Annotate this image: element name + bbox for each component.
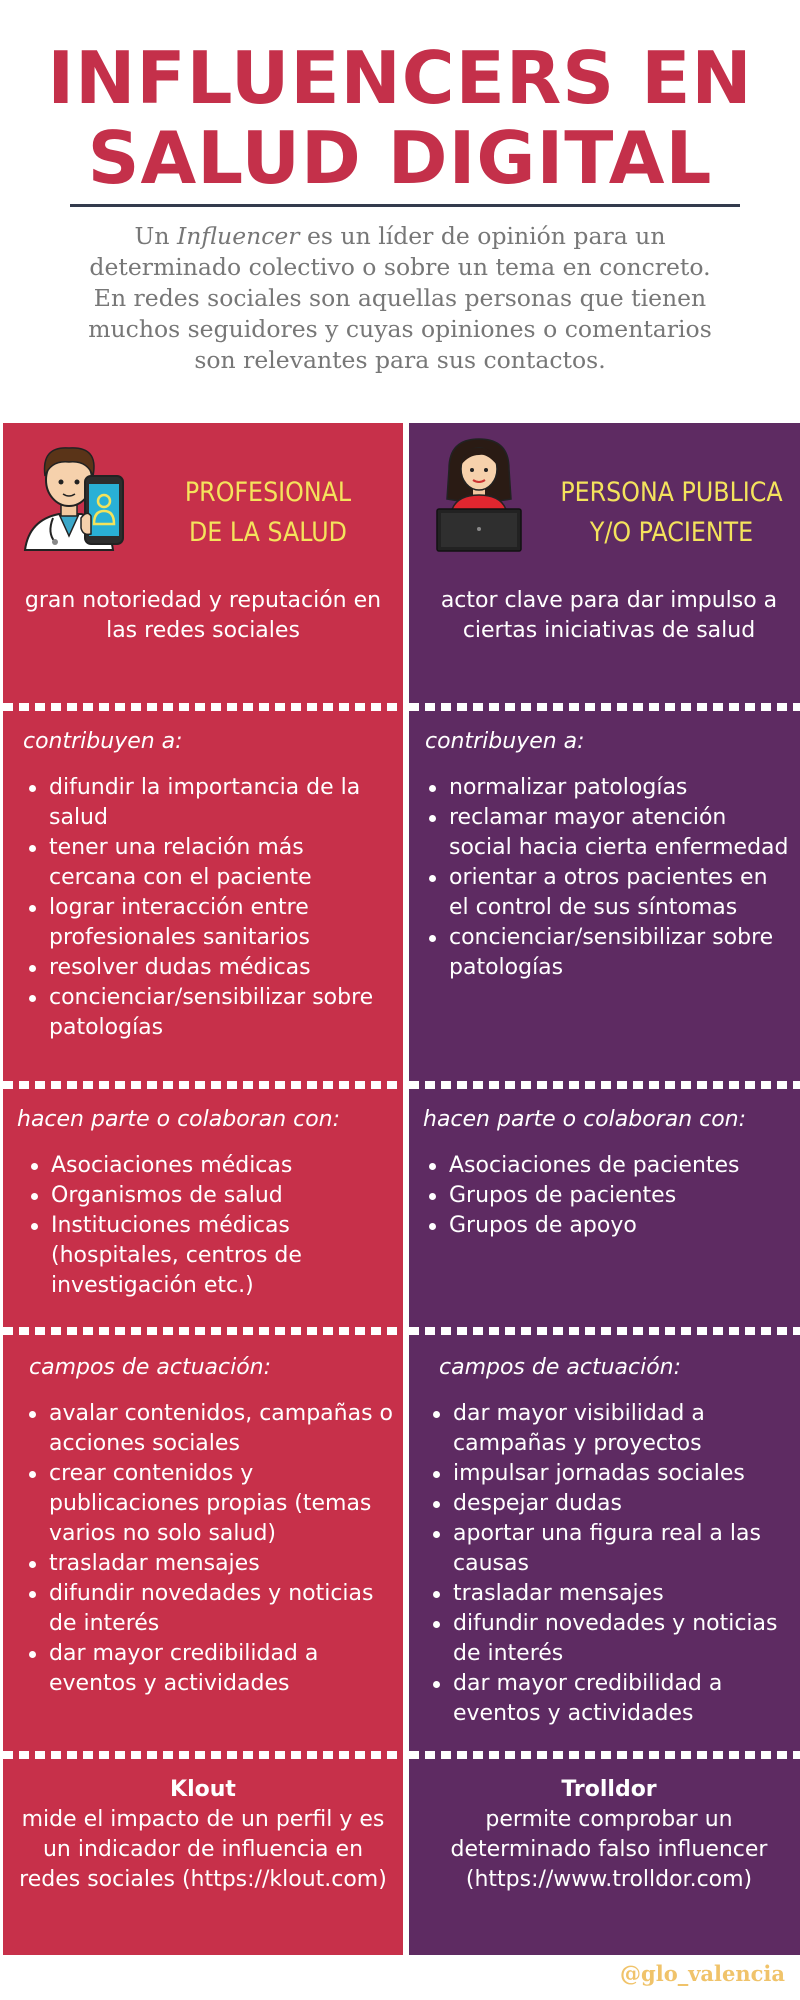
list-item: resolver dudas médicas	[25, 953, 385, 983]
intro-line-1b: es un líder de opinión para un	[299, 222, 666, 250]
list-item: trasladar mensajes	[25, 1549, 397, 1579]
list-item: normalizar patologías	[425, 773, 791, 803]
contribuyen-list	[425, 773, 791, 983]
list-item: orientar a otros pacientes en el control de sus síntomas	[425, 863, 791, 923]
list-item: impulsar jornadas sociales	[429, 1459, 800, 1489]
tool-name-klout: Klout	[170, 1777, 236, 1802]
section-divider	[3, 703, 403, 711]
intro-line-4: muchos seguidores y cuyas opiniones o comentarios	[88, 315, 712, 343]
campos-label: campos de actuación:	[29, 1355, 272, 1380]
list-item: Instituciones médicas (hospitales, centros de investigación etc.)	[27, 1211, 387, 1301]
author-credit: @glo_valencia	[620, 1961, 785, 1986]
colaboran-label: hacen parte o colaboran con:	[423, 1107, 747, 1132]
section-divider	[409, 1751, 800, 1759]
list-item: concienciar/sensibilizar sobre patologías	[25, 983, 385, 1043]
page-title	[0, 38, 800, 198]
intro-line-2: determinado colectivo o sobre un tema en concreto.	[89, 253, 711, 281]
header-profesional	[167, 473, 369, 553]
header-persona	[546, 473, 797, 553]
header-line-1: PROFESIONAL	[184, 477, 352, 508]
contribuyen-label: contribuyen a:	[23, 729, 183, 754]
campos-list	[25, 1399, 397, 1699]
tool-desc-klout: mide el impacto de un perfil y es un indicador de influencia en redes sociales (https://klout.com)	[19, 1807, 387, 1892]
list-item: Grupos de apoyo	[425, 1211, 791, 1241]
section-divider	[409, 1327, 800, 1335]
list-item: crear contenidos y publicaciones propias (temas varios no solo salud)	[25, 1459, 397, 1549]
colaboran-list	[27, 1151, 387, 1301]
subtitle-persona: actor clave para dar impulso a ciertas iniciativas de salud	[440, 588, 778, 643]
section-divider	[3, 1327, 403, 1335]
list-item: tener una relación más cercana con el paciente	[25, 833, 385, 893]
list-item: trasladar mensajes	[429, 1579, 800, 1609]
contribuyen-label: contribuyen a:	[425, 729, 585, 754]
list-item: reclamar mayor atención social hacia cierta enfermedad	[425, 803, 791, 863]
list-item: dar mayor credibilidad a eventos y actividades	[25, 1639, 397, 1699]
left-column-profesional	[3, 423, 403, 1955]
title-line-2: SALUD DIGITAL	[87, 116, 713, 200]
intro-text	[40, 221, 760, 376]
header-line-1: PERSONA PUBLICA	[560, 477, 783, 508]
tool-desc-trolldor: permite comprobar un determinado falso influencer (https://www.trolldor.com)	[450, 1807, 768, 1892]
right-column-persona	[409, 423, 800, 1955]
header-line-2: Y/O PACIENTE	[589, 517, 754, 548]
list-item: concienciar/sensibilizar sobre patologías	[425, 923, 791, 983]
list-item: dar mayor credibilidad a eventos y actividades	[429, 1669, 800, 1729]
section-divider	[3, 1751, 403, 1759]
campos-list	[429, 1399, 800, 1729]
list-item: avalar contenidos, campañas o acciones sociales	[25, 1399, 397, 1459]
header-line-2: DE LA SALUD	[189, 517, 347, 548]
list-item: Grupos de pacientes	[425, 1181, 791, 1211]
section-divider	[409, 1081, 800, 1089]
list-item: difundir novedades y noticias de interés	[25, 1579, 397, 1639]
intro-line-3: En redes sociales son aquellas personas que tienen	[93, 284, 707, 312]
title-line-1: INFLUENCERS EN	[47, 36, 753, 120]
contribuyen-list	[25, 773, 385, 1043]
campos-label: campos de actuación:	[439, 1355, 682, 1380]
subtitle-profesional: gran notoriedad y reputación en las redes sociales	[24, 588, 382, 643]
intro-influencer-word: Influencer	[176, 222, 300, 250]
intro-line-5: son relevantes para sus contactos.	[194, 346, 606, 374]
list-item: difundir la importancia de la salud	[25, 773, 385, 833]
doctor-with-phone-icon	[21, 438, 133, 553]
list-item: dar mayor visibilidad a campañas y proyectos	[429, 1399, 800, 1459]
list-item: aportar una figura real a las causas	[429, 1519, 800, 1579]
section-divider	[3, 1081, 403, 1089]
list-item: difundir novedades y noticias de interés	[429, 1609, 800, 1669]
colaboran-list	[425, 1151, 791, 1241]
list-item: lograr interacción entre profesionales sanitarios	[25, 893, 385, 953]
tool-name-trolldor: Trolldor	[561, 1777, 657, 1802]
woman-with-laptop-icon	[431, 435, 527, 553]
list-item: despejar dudas	[429, 1489, 800, 1519]
section-divider	[409, 703, 800, 711]
intro-line-1a: Un	[134, 222, 177, 250]
colaboran-label: hacen parte o colaboran con:	[17, 1107, 341, 1132]
list-item: Organismos de salud	[27, 1181, 387, 1211]
list-item: Asociaciones de pacientes	[425, 1151, 791, 1181]
title-divider	[70, 204, 740, 207]
list-item: Asociaciones médicas	[27, 1151, 387, 1181]
